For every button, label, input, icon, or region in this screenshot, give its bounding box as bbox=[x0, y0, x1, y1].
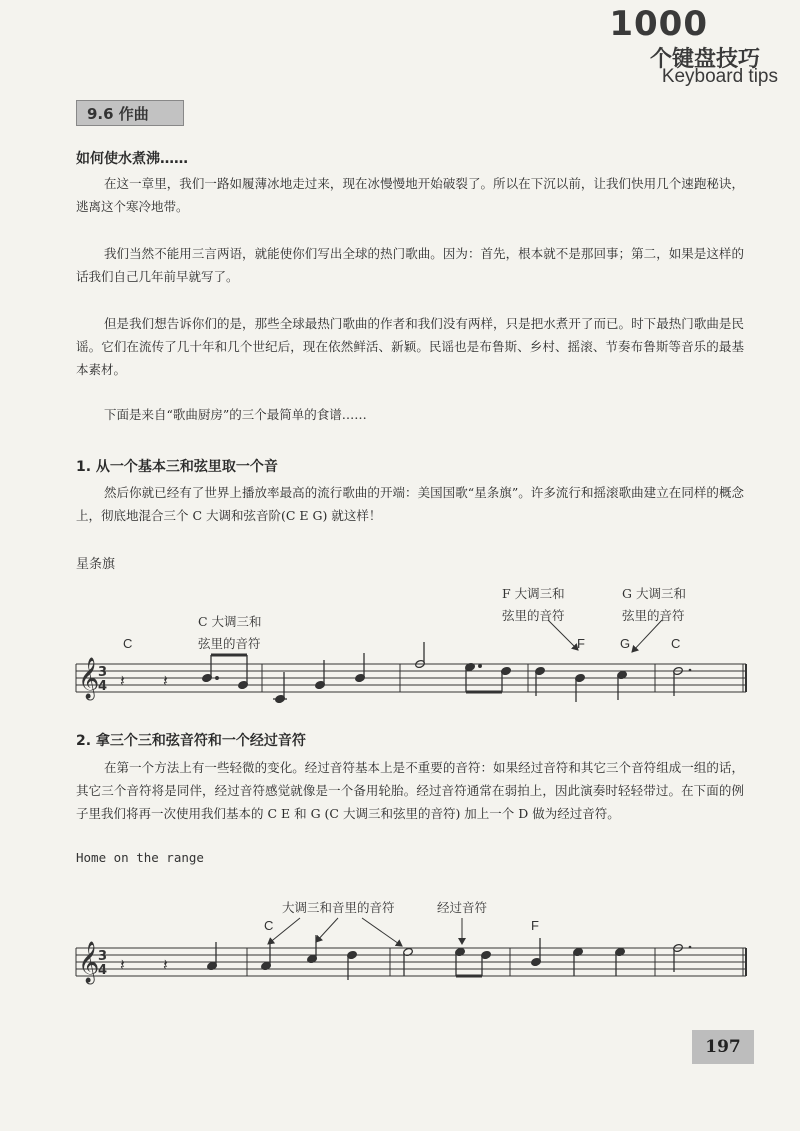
chord-label-c: C bbox=[123, 636, 133, 651]
treble-clef-icon-2: 𝄞 bbox=[78, 942, 100, 983]
section-title: 9.6 作曲 bbox=[76, 100, 184, 126]
intro-heading: 如何使水煮沸…… bbox=[76, 151, 188, 167]
g-major-annotation-line1: G 大调三和 bbox=[622, 586, 686, 601]
method1-song-label: 星条旗 bbox=[76, 557, 116, 572]
chord-label-c-end: C bbox=[671, 636, 681, 651]
page-number: 197 bbox=[692, 1030, 754, 1064]
method2-paragraph: 在第一个方法上有一些轻微的变化。经过音符基本上是不重要的音符：如果经过音符和其它三个音符组成一组的话，其它三个音符将是同伴，经过音符感觉就像是一个备用轮胎。经过音符通常在弱拍上，因此演奏时轻轻带过。在下面的例子里我们将再一次使用我们基本的 C E 和 G (C 大调三和弦里的音符) 加上一个 D 做为经过音符。 bbox=[76, 760, 744, 821]
intro-paragraph-4: 下面是来自“歌曲厨房”的三个最简单的食谱…… bbox=[104, 407, 367, 422]
c-major-annotation-line2: 弦里的音符 bbox=[198, 636, 261, 651]
note-group-home bbox=[207, 935, 626, 980]
time-sig-bottom-2: 4 bbox=[98, 963, 108, 978]
time-sig-top: 3 bbox=[98, 665, 108, 680]
chord-tones-annotation: 大调三和音里的音符 bbox=[282, 900, 395, 915]
method1-paragraph: 然后你就已经有了世界上播放率最高的流行歌曲的开端：美国国歌“星条旗”。许多流行和摇滚歌曲建立在同样的概念上，彻底地混合三个 C 大调和弦音阶(C E G) 就这样！ bbox=[76, 485, 744, 523]
note-group-m2 bbox=[415, 642, 426, 669]
brand-cn-title: 个键盘技巧 bbox=[649, 47, 760, 72]
brand-number: 1000 bbox=[609, 4, 708, 44]
staff-star-spangled-banner bbox=[0, 600, 800, 710]
arrow-chord-1 bbox=[268, 918, 300, 944]
time-sig-top-2: 3 bbox=[98, 949, 108, 964]
rest-3: 𝄽 bbox=[120, 955, 125, 974]
chord-label-f2: F bbox=[531, 918, 539, 933]
staff-home-on-the-range bbox=[0, 900, 800, 1000]
rest-1: 𝄽 bbox=[120, 671, 125, 690]
f-major-annotation-line1: F 大调三和 bbox=[502, 586, 565, 601]
method2-song-label: Home on the range bbox=[76, 850, 204, 865]
intro-paragraph-3: 但是我们想告诉你们的是，那些全球最热门歌曲的作者和我们没有两样，只是把水煮开了而已。时下最热门歌曲是民谣。它们在流传了几十年和几个世纪后，现在依然鲜活、新颖。民谣也是布鲁斯、乡村、摇滚、节奏布鲁斯等音乐的最基本素材。 bbox=[76, 316, 744, 377]
chord-label-g: G bbox=[620, 636, 631, 651]
intro-paragraph-2: 我们当然不能用三言两语，就能使你们写出全球的热门歌曲。因为：首先，根本就不是那回事；第二，如果是这样的话我们自己几年前早就写了。 bbox=[76, 246, 744, 284]
arrow-g bbox=[632, 620, 662, 652]
arrow-chord-2 bbox=[316, 918, 338, 942]
treble-clef-icon: 𝄞 bbox=[78, 658, 100, 699]
rest-4: 𝄽 bbox=[163, 955, 168, 974]
chord-label-f: F bbox=[577, 636, 585, 651]
intro-paragraph-1: 在这一章里，我们一路如履薄冰地走过来，现在冰慢慢地开始破裂了。所以在下沉以前，让我们快用几个速跑秘诀，逃离这个寒冷地带。 bbox=[76, 176, 744, 214]
f-major-annotation-line2: 弦里的音符 bbox=[502, 608, 565, 623]
arrow-f bbox=[548, 620, 578, 650]
chord-label-c2: C bbox=[264, 918, 274, 933]
method2-heading: 2. 拿三个三和弦音符和一个经过音符 bbox=[76, 733, 306, 749]
time-sig-bottom: 4 bbox=[98, 679, 108, 694]
rest-2: 𝄽 bbox=[163, 671, 168, 690]
passing-tone-annotation: 经过音符 bbox=[437, 900, 488, 915]
method1-heading: 1. 从一个基本三和弦里取一个音 bbox=[76, 459, 278, 475]
arrow-chord-3 bbox=[362, 918, 402, 946]
brand-en-title: Keyboard tips bbox=[661, 66, 778, 87]
c-major-annotation-line1: C 大调三和 bbox=[198, 614, 262, 629]
g-major-annotation-line2: 弦里的音符 bbox=[622, 608, 685, 623]
